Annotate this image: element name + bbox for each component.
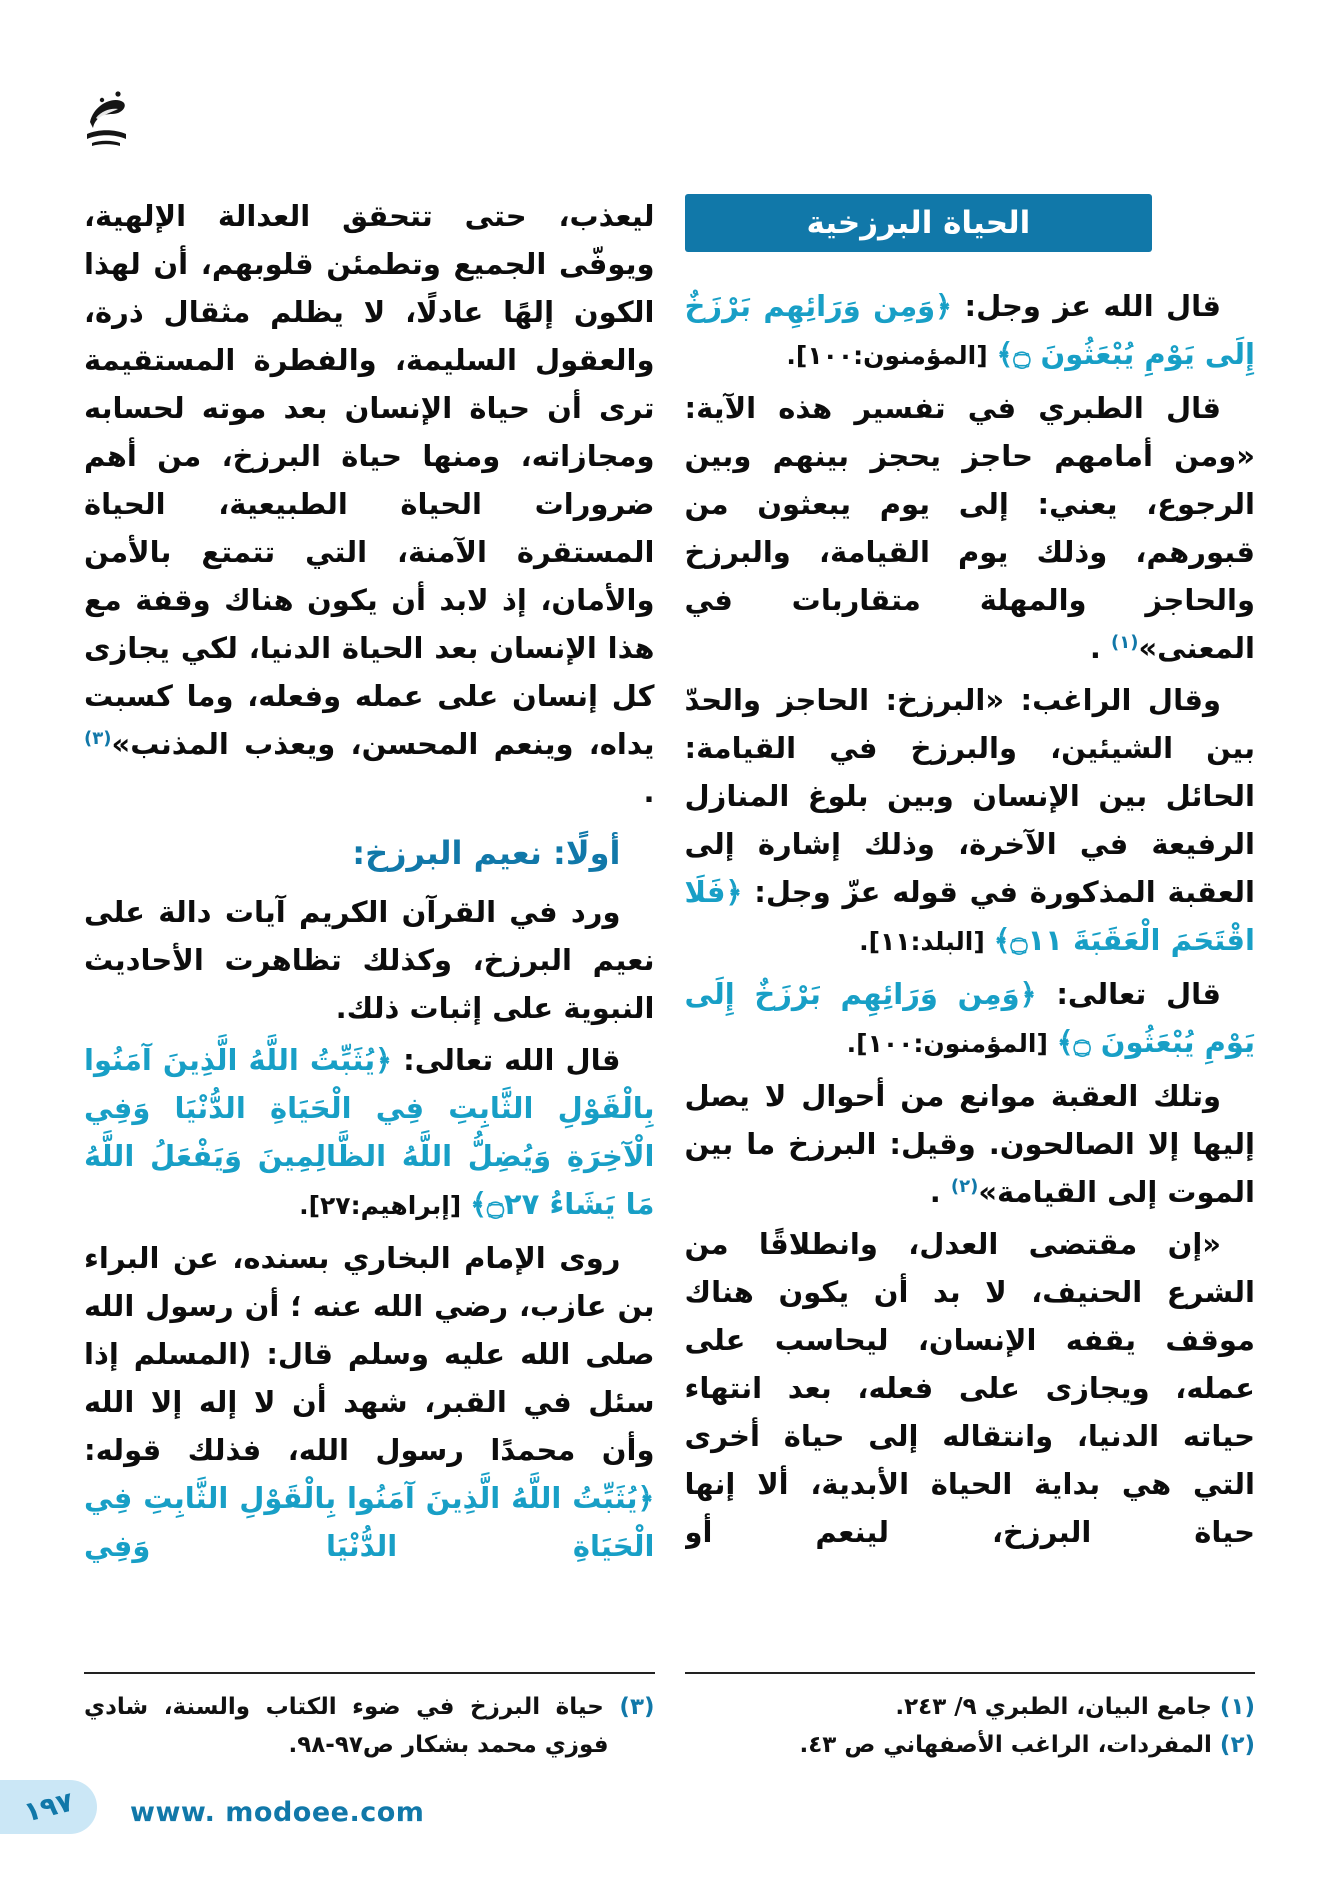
footnote-text: جامع البيان، الطبري ٩/ ٢٤٣. <box>895 1694 1220 1720</box>
footnote-number: (٣) <box>619 1694 655 1720</box>
paragraph-intro-naim <box>84 888 655 1032</box>
footnote-divider <box>84 1672 655 1674</box>
paragraph-hadith-bukhari <box>84 1234 655 1570</box>
text-run: وقال الراغب: «البرزخ: الحاجز والحدّ بين الشيئين، والبرزخ في القيامة: الحائل بين الإنسان وبين بلوغ المنازل الرفيعة في الآخرة، وذلك إشارة إلى العقبة المذكورة في قوله عزّ وجل: <box>684 683 1255 909</box>
column-left <box>84 192 655 1764</box>
paragraph-raghib-quote <box>685 676 1256 966</box>
verse-reference: [المؤمنون:١٠٠]. <box>846 1029 1057 1058</box>
page-number-tab <box>0 1780 97 1834</box>
paragraph-justice <box>685 1220 1256 1556</box>
verse-reference: [البلد:١١]. <box>859 927 994 956</box>
paragraph-quran-citation <box>685 970 1256 1068</box>
page-number: ١٩٧ <box>20 1785 77 1829</box>
footnote-text: المفردات، الراغب الأصفهاني ص ٤٣. <box>799 1732 1220 1758</box>
quran-verse: ﴿وَمِن وَرَائِهِم بَرْزَخٌ إِلَى يَوْمِ يُبْعَثُونَ ۝﴾ <box>684 289 1255 371</box>
website-url: www. modoee.com <box>130 1797 425 1828</box>
text-run: قال الطبري في تفسير هذه الآية: «ومن أمامهم حاجز يحجز بينهم وبين الرجوع، يعني: إلى يوم يبعثون من قبورهم، وذلك يوم القيامة، والبرزخ والحاجز والمهلة متقاربات في المعنى» <box>684 391 1255 665</box>
column-right <box>685 192 1256 1764</box>
paragraph-tabari-quote <box>685 384 1256 672</box>
footnote <box>685 1688 1256 1726</box>
text-run: روى الإمام البخاري بسنده، عن البراء بن عازب، رضي الله عنه ؛ أن رسول الله صلى الله عليه وسلم قال: <box>84 1241 655 1371</box>
footnote-marker: (٢) <box>950 1176 979 1197</box>
quran-verse: ﴿يُثَبِّتُ اللَّهُ الَّذِينَ آمَنُوا بِالْقَوْلِ الثَّابِتِ فِي الْحَيَاةِ الدُّنْيَا وَفِي الْآخِرَةِ وَيُضِلُّ اللَّهُ الظَّالِمِينَ وَيَفْعَلُ اللَّهُ مَا يَشَاءُ ۝٢٧﴾ <box>84 1043 655 1221</box>
section-heading: أولًا: نعيم البرزخ: <box>352 834 621 872</box>
verse-reference: [المؤمنون:١٠٠]. <box>786 341 997 370</box>
text-run: قال الله عز وجل: <box>952 289 1221 323</box>
text-run: . <box>929 1175 951 1209</box>
footnote <box>84 1688 655 1764</box>
footnote-number: (٢) <box>1219 1732 1255 1758</box>
footnote-text: حياة البرزخ في ضوء الكتاب والسنة، شادي فوزي محمد بشكار ص٩٧-٩٨. <box>84 1694 620 1758</box>
two-column-text <box>84 192 1255 1764</box>
text-run: «إن مقتضى العدل، وانطلاقًا من الشرع الحنيف، لا بد أن يكون هناك موقف يقفه الإنسان، ليحاسب على عمله، ويجازى على فعله، بعد انتهاء حياته الدنيا، وانتقاله إلى حياة أخرى التي هي بداية الحياة الأبدية، ألا إنها حياة البرزخ، لينعم أو <box>684 1227 1255 1549</box>
quran-verse: ﴿يُثَبِّتُ اللَّهُ الَّذِينَ آمَنُوا بِالْقَوْلِ الثَّابِتِ فِي الْحَيَاةِ الدُّنْيَا وَفِي <box>84 1481 655 1563</box>
text-run: وتلك العقبة موانع من أحوال لا يصل إليها إلا الصالحون. وقيل: البرزخ ما بين الموت إلى القيامة» <box>684 1079 1255 1209</box>
paragraph-continuation <box>84 192 655 816</box>
publisher-logo-icon <box>82 88 130 150</box>
hadith-text: (المسلم إذا سئل في القبر، شهد أن لا إله إلا الله وأن محمدًا رسول الله، فذلك قوله: <box>84 1337 655 1467</box>
quran-verse: ﴿فَلَا اقْتَحَمَ الْعَقَبَةَ ۝١١﴾ <box>684 875 1255 957</box>
text-run: ورد في القرآن الكريم آيات دالة على نعيم البرزخ، وكذلك تظاهرت الأحاديث النبوية على إثبات ذلك. <box>84 895 655 1025</box>
chapter-title: الحياة البرزخية <box>806 205 1031 241</box>
quran-verse: ﴿وَمِن وَرَائِهِم بَرْزَخٌ إِلَى يَوْمِ يُبْعَثُونَ ۝﴾ <box>684 977 1255 1059</box>
footnote <box>685 1726 1256 1764</box>
paragraph-quran-intro <box>685 282 1256 380</box>
paragraph-quran-ibrahim <box>84 1036 655 1230</box>
footnote-number: (١) <box>1219 1694 1255 1720</box>
footnotes-section-right <box>685 1666 1256 1764</box>
text-run: قال الله تعالى: <box>392 1043 621 1077</box>
text-run: ليعذب، حتى تتحقق العدالة الإلهية، ويوفّى الجميع وتطمئن قلوبهم، أن لهذا الكون إلهًا عادلًا، لا يظلم مثقال ذرة، والعقول السليمة، والفطرة المستقيمة ترى أن حياة الإنسان بعد موته لحسابه ومجازاته، ومنها حياة البرزخ، من أهم ضرورات الحياة الطبيعية، الحياة المستقرة الآمنة، التي تتمتع بالأمن والأمان، إذ لابد أن يكون هناك وقفة مع هذا الإنسان بعد الحياة الدنيا، لكي يجازى كل إنسان على عمله وفعله، وما كسبت يداه، وينعم المحسن، ويعذب المذنب» <box>84 199 655 761</box>
text-run: . <box>643 775 655 809</box>
chapter-title-box <box>685 194 1153 252</box>
text-run: قال تعالى: <box>1036 977 1221 1011</box>
footnotes-section-left <box>84 1666 655 1764</box>
text-run: . <box>1089 631 1111 665</box>
footnote-divider <box>685 1672 1256 1674</box>
footnote-marker: (٣) <box>84 728 112 749</box>
verse-reference: [إبراهيم:٢٧]. <box>299 1191 470 1220</box>
footnote-marker: (١) <box>1110 632 1139 653</box>
paragraph-aqaba <box>685 1072 1256 1216</box>
